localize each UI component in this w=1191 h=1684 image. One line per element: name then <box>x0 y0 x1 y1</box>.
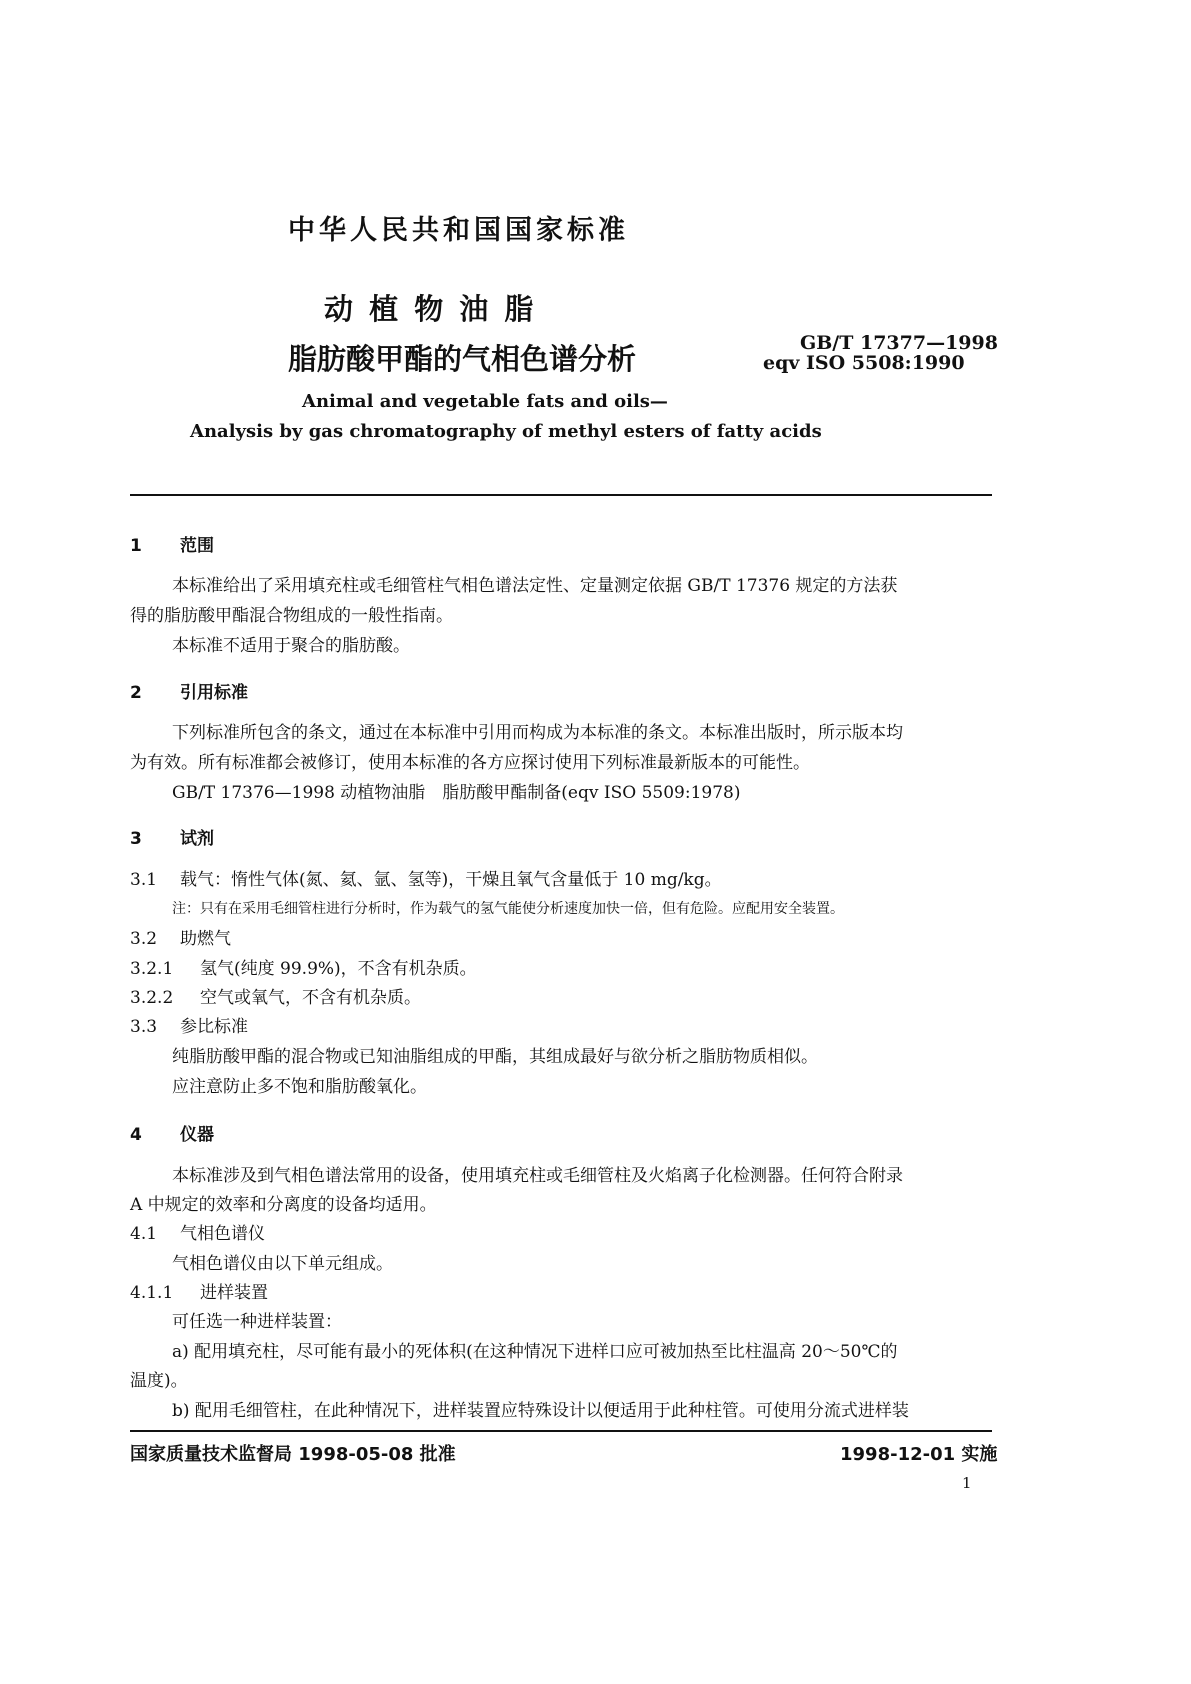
paragraph: 本标准给出了采用填充柱或毛细管柱气相色谱法定性、定量测定依据 GB/T 17376 规定的方法获 <box>172 576 898 596</box>
section-1-heading <box>130 531 214 556</box>
page-number: 1 <box>962 1474 972 1492</box>
standard-code: GB/T 17377—1998 <box>800 332 998 354</box>
reference-standard: GB/T 17376—1998 动植物油脂 脂肪酸甲酯制备(eqv ISO 5509:1978) <box>172 783 741 803</box>
paragraph: 可任选一种进样装置： <box>172 1312 342 1332</box>
section-number: 4 <box>130 1125 142 1145</box>
clause-text: 氢气(纯度 99.9%)，不含有机杂质。 <box>200 959 477 979</box>
national-standard-heading: 中华人民共和国国家标准 <box>288 215 629 246</box>
title-english-line2: Analysis by gas chromatography of methyl esters of fatty acids <box>190 421 822 442</box>
clause-text: 助燃气 <box>180 929 231 949</box>
header-rule <box>130 494 992 496</box>
title-english-line1: Animal and vegetable fats and oils— <box>302 391 668 412</box>
clause-text: 进样装置 <box>200 1283 268 1303</box>
paragraph: A 中规定的效率和分离度的设备均适用。 <box>130 1195 437 1215</box>
clause-number: 4.1 <box>130 1224 158 1244</box>
clause-3-2-2 <box>130 986 421 1010</box>
section-title: 试剂 <box>180 829 214 849</box>
clause-number: 3.1 <box>130 870 158 890</box>
clause-3-1 <box>130 868 722 892</box>
implementation-date: 1998-12-01 实施 <box>840 1444 998 1465</box>
title-chinese-line2: 脂肪酸甲酯的气相色谱分析 <box>288 342 637 376</box>
section-number: 1 <box>130 536 142 556</box>
clause-number: 4.1.1 <box>130 1283 174 1303</box>
section-title: 范围 <box>180 536 214 556</box>
clause-text: 空气或氧气，不含有机杂质。 <box>200 988 421 1008</box>
paragraph: 本标准不适用于聚合的脂肪酸。 <box>172 636 410 656</box>
section-3-heading <box>130 824 214 849</box>
footer-rule <box>130 1430 992 1432</box>
clause-3-3 <box>130 1015 248 1039</box>
paragraph: 气相色谱仪由以下单元组成。 <box>172 1254 393 1274</box>
clause-number: 3.2.1 <box>130 959 174 979</box>
paragraph: 本标准涉及到气相色谱法常用的设备，使用填充柱或毛细管柱及火焰离子化检测器。任何符合附录 <box>172 1166 903 1186</box>
clause-3-2-1 <box>130 957 477 981</box>
paragraph: 为有效。所有标准都会被修订，使用本标准的各方应探讨使用下列标准最新版本的可能性。 <box>130 753 810 773</box>
note: 注：只有在采用毛细管柱进行分析时，作为载气的氢气能使分析速度加快一倍，但有危险。应配用安全装置。 <box>172 901 844 917</box>
clause-number: 3.2 <box>130 929 158 949</box>
clause-number: 3.3 <box>130 1017 158 1037</box>
clause-text: 气相色谱仪 <box>180 1224 265 1244</box>
section-number: 3 <box>130 829 142 849</box>
section-title: 引用标准 <box>180 683 248 703</box>
title-chinese-line1: 动 植 物 油 脂 <box>324 292 537 326</box>
section-2-heading <box>130 678 248 703</box>
clause-text: 参比标准 <box>180 1017 248 1037</box>
paragraph: 得的脂肪酸甲酯混合物组成的一般性指南。 <box>130 606 453 626</box>
clause-text: 载气：惰性气体(氮、氦、氩、氢等)，干燥且氧气含量低于 10 mg/kg。 <box>180 870 722 890</box>
approval-date: 国家质量技术监督局 1998-05-08 批准 <box>130 1444 456 1465</box>
list-item-a: a) 配用填充柱，尽可能有最小的死体积(在这种情况下进样口应可被加热至比柱温高 20～50℃的 <box>172 1342 898 1362</box>
section-4-heading <box>130 1120 214 1145</box>
list-item-b: b) 配用毛细管柱，在此种情况下，进样装置应特殊设计以便适用于此种柱管。可使用分流式进样装 <box>172 1401 909 1421</box>
paragraph: 纯脂肪酸甲酯的混合物或已知油脂组成的甲酯，其组成最好与欲分析之脂肪物质相似。 <box>172 1047 818 1067</box>
clause-4-1-1 <box>130 1281 268 1305</box>
standard-equivalent: eqv ISO 5508:1990 <box>763 352 965 374</box>
clause-3-2 <box>130 927 231 951</box>
section-number: 2 <box>130 683 142 703</box>
list-item-a-continued: 温度)。 <box>130 1371 188 1391</box>
paragraph: 下列标准所包含的条文，通过在本标准中引用而构成为本标准的条文。本标准出版时，所示版本均 <box>172 723 903 743</box>
clause-4-1 <box>130 1222 265 1246</box>
clause-number: 3.2.2 <box>130 988 174 1008</box>
section-title: 仪器 <box>180 1125 214 1145</box>
paragraph: 应注意防止多不饱和脂肪酸氧化。 <box>172 1077 427 1097</box>
